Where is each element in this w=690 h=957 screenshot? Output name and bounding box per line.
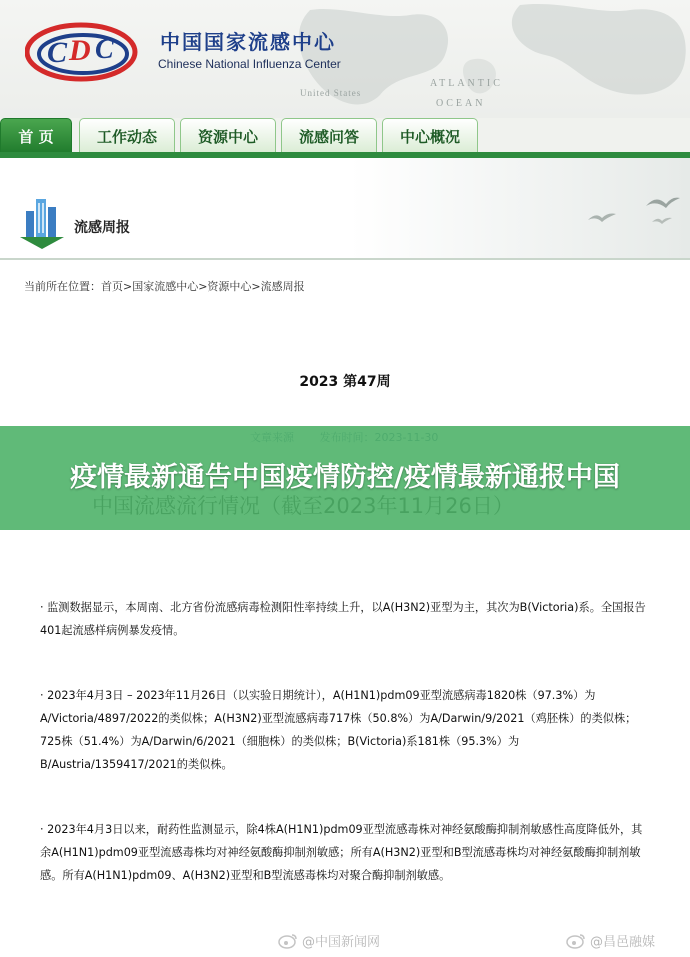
- tab-flu-qa[interactable]: 流感问答: [281, 118, 377, 154]
- weibo-icon: [566, 933, 586, 949]
- map-label-us: United States: [300, 88, 362, 98]
- svg-text:C: C: [47, 36, 68, 69]
- breadcrumb[interactable]: 当前所在位置：首页>国家流感中心>资源中心>流感周报: [24, 280, 305, 293]
- cnic-logo[interactable]: [25, 14, 143, 84]
- watermark-changyi-text: @昌邑融媒: [590, 935, 656, 950]
- tab-home[interactable]: 首 页: [0, 118, 72, 154]
- site-name-en: Chinese National Influenza Center: [158, 57, 341, 71]
- site-header: [0, 0, 690, 118]
- paragraph-1: · 监测数据显示，本周南、北方省份流感病毒检测阳性率持续上升，以A(H3N2)亚型为主，其次为B(Victoria)系。全国报告401起流感样病例暴发疫情。: [40, 601, 646, 637]
- watermark-chinanews: [278, 931, 380, 950]
- tab-work-news[interactable]: 工作动态: [79, 118, 175, 154]
- tab-resource-center[interactable]: 资源中心: [180, 118, 276, 154]
- map-label-ocean: OCEAN: [436, 98, 486, 109]
- site-name-cn: 中国国家流感中心: [160, 30, 336, 54]
- banner-divider: [0, 258, 690, 260]
- watermark-changyi: [566, 931, 655, 950]
- section-title: 流感周报: [74, 220, 130, 236]
- map-label-atlantic: ATLANTIC: [430, 78, 503, 89]
- weibo-icon: [278, 933, 298, 949]
- week-title: 2023 第47周: [299, 374, 391, 390]
- overlay-headline: 疫情最新通告中国疫情防控/疫情最新通报中国: [70, 462, 620, 493]
- paragraph-2: · 2023年4月3日 – 2023年11月26日（以实验日期统计），A(H1N1)pdm09亚型流感病毒1820株（97.3%）为A/Victoria/4897/2022的类似株；A(H3N2)亚型流感病毒717株（50.8%）为A/Darwin/9/2021（鸡胚株）的类似株；725株（51.4%）为A/Darwin/6/2021（细胞株）的类似株；B(Victoria)系181株（95.3%）为B/Austria/1359417/2021的类似株。: [40, 689, 637, 771]
- watermark-chinanews-text: @中国新闻网: [302, 935, 381, 950]
- buildings-icon: [14, 193, 70, 251]
- seagulls-icon: [586, 192, 681, 232]
- svg-text:C: C: [95, 34, 114, 65]
- paragraph-3: · 2023年4月3日以来，耐药性监测显示，除4株A(H1N1)pdm09亚型流感毒株对神经氨酸酶抑制剂敏感性高度降低外，其余A(H1N1)pdm09亚型流感毒株均对神经氨酸酶抑制剂敏感；所有A(H3N2)亚型和B型流感毒株均对神经氨酸酶抑制剂敏感。所有A(H1N1)pdm09、A(H3N2)亚型和B型流感毒株均对聚合酶抑制剂敏感。: [40, 823, 643, 882]
- headline-overlay: [0, 426, 690, 530]
- svg-text:D: D: [69, 34, 91, 67]
- tab-center-overview[interactable]: 中心概况: [382, 118, 478, 154]
